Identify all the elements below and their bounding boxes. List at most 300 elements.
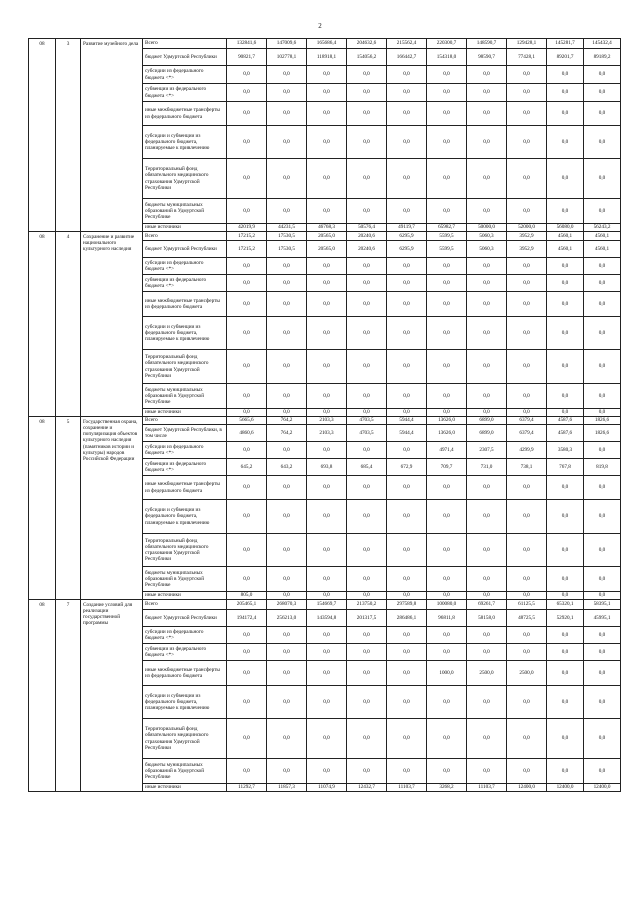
value-cell: 201317,5 [347, 610, 387, 627]
value-cell: 0,0 [307, 350, 347, 384]
row-label: иные межбюджетные трансферты из федерального бюджета [143, 102, 227, 126]
value-cell: 0,0 [547, 661, 584, 686]
value-cell: 52920,1 [547, 610, 584, 627]
value-cell: 0,0 [507, 567, 547, 592]
row-label: бюджет Удмуртской Республики [143, 49, 227, 66]
value-cell: 0,0 [387, 661, 427, 686]
value-cell: 154056,2 [347, 49, 387, 66]
value-cell: 0,0 [584, 442, 621, 459]
value-cell: 3268,2 [427, 784, 467, 792]
value-cell: 0,0 [267, 534, 307, 567]
value-cell: 65982,7 [427, 224, 467, 232]
value-cell: 0,0 [347, 534, 387, 567]
value-cell: 2500,0 [507, 661, 547, 686]
value-cell: 4299,9 [507, 442, 547, 459]
value-cell: 0,0 [467, 275, 507, 292]
value-cell: 0,0 [547, 66, 584, 84]
value-cell: 42019,9 [227, 224, 267, 232]
value-cell: 268070,3 [267, 600, 307, 610]
value-cell: 12432,7 [347, 784, 387, 792]
value-cell: 0,0 [427, 627, 467, 644]
value-cell: 672,9 [387, 459, 427, 476]
value-cell: 0,0 [507, 159, 547, 199]
value-cell: 0,0 [227, 258, 267, 275]
value-cell: 0,0 [267, 159, 307, 199]
value-cell: 0,0 [307, 84, 347, 102]
value-cell: 0,0 [584, 317, 621, 350]
value-cell: 0,0 [584, 84, 621, 102]
value-cell: 0,0 [427, 500, 467, 534]
value-cell: 1000,0 [427, 661, 467, 686]
value-cell: 0,0 [427, 409, 467, 417]
row-label: иные межбюджетные трансферты из федерального бюджета [143, 292, 227, 317]
value-cell: 0,0 [584, 409, 621, 417]
value-cell: 2103,3 [307, 425, 347, 442]
value-cell: 0,0 [507, 350, 547, 384]
value-cell: 0,0 [227, 199, 267, 224]
value-cell: 0,0 [267, 258, 307, 275]
value-cell: 0,0 [584, 592, 621, 600]
value-cell: 0,0 [507, 199, 547, 224]
value-cell: 0,0 [507, 627, 547, 644]
value-cell: 129428,1 [507, 39, 547, 49]
value-cell: 0,0 [584, 102, 621, 126]
value-cell: 0,0 [467, 292, 507, 317]
value-cell: 0,0 [307, 159, 347, 199]
value-cell: 0,0 [547, 126, 584, 159]
value-cell: 0,0 [227, 719, 267, 759]
value-cell: 0,0 [267, 759, 307, 784]
value-cell: 0,0 [347, 159, 387, 199]
value-cell: 0,0 [267, 275, 307, 292]
value-cell: 0,0 [584, 258, 621, 275]
value-cell: 0,0 [267, 644, 307, 661]
value-cell: 0,0 [507, 258, 547, 275]
table-row [29, 600, 621, 610]
value-cell: 58395,1 [584, 600, 621, 610]
value-cell: 685,4 [347, 459, 387, 476]
value-cell: 20240,6 [347, 232, 387, 241]
value-cell: 6379,4 [507, 417, 547, 425]
value-cell: 194172,4 [227, 610, 267, 627]
value-cell: 3952,9 [507, 241, 547, 258]
value-cell: 4560,1 [547, 241, 584, 258]
value-cell: 0,0 [427, 719, 467, 759]
row-label: субвенции из федерального бюджета <*> [143, 644, 227, 661]
value-cell: 0,0 [307, 384, 347, 409]
row-label: бюджеты муниципальных образований в Удмуртской Республике [143, 199, 227, 224]
value-cell: 0,0 [467, 258, 507, 275]
value-cell: 5944,4 [387, 417, 427, 425]
value-cell: 204632,6 [347, 39, 387, 49]
value-cell: 0,0 [347, 126, 387, 159]
table-row [29, 417, 621, 425]
value-cell: 0,0 [267, 442, 307, 459]
value-cell: 0,0 [387, 759, 427, 784]
row-label: субсидии из федерального бюджета <*> [143, 442, 227, 459]
value-cell: 0,0 [267, 661, 307, 686]
value-cell: 0,0 [547, 102, 584, 126]
value-cell: 6295,9 [387, 241, 427, 258]
value-cell: 100080,0 [427, 600, 467, 610]
value-cell: 0,0 [347, 644, 387, 661]
value-cell: 0,0 [227, 66, 267, 84]
value-cell: 0,0 [227, 409, 267, 417]
value-cell: 0,0 [387, 686, 427, 719]
value-cell: 145281,7 [547, 39, 584, 49]
value-cell: 12400,0 [584, 784, 621, 792]
value-cell: 0,0 [584, 719, 621, 759]
row-label: субсидии и субвенции из федерального бюджета, планируемые к привлечению [143, 500, 227, 534]
value-cell: 0,0 [387, 66, 427, 84]
value-cell: 0,0 [227, 759, 267, 784]
value-cell: 4560,1 [584, 241, 621, 258]
value-cell: 0,0 [507, 384, 547, 409]
page-number: 2 [318, 22, 322, 30]
value-cell: 56243,2 [584, 224, 621, 232]
value-cell: 0,0 [427, 317, 467, 350]
value-cell: 147009,6 [267, 39, 307, 49]
value-cell: 0,0 [467, 644, 507, 661]
value-cell: 0,0 [387, 350, 427, 384]
value-cell: 0,0 [347, 84, 387, 102]
value-cell: 0,0 [467, 317, 507, 350]
row-label: субсидии и субвенции из федерального бюджета, планируемые к привлечению [143, 317, 227, 350]
value-cell: 764,2 [267, 425, 307, 442]
value-cell: 0,0 [227, 84, 267, 102]
value-cell: 0,0 [547, 409, 584, 417]
value-cell: 165686,4 [307, 39, 347, 49]
row-label: субсидии из федерального бюджета <*> [143, 627, 227, 644]
value-cell: 0,0 [387, 159, 427, 199]
value-cell: 0,0 [267, 592, 307, 600]
value-cell: 0,0 [347, 627, 387, 644]
value-cell: 0,0 [584, 500, 621, 534]
value-cell: 0,0 [307, 661, 347, 686]
value-cell: 0,0 [307, 759, 347, 784]
value-cell: 46768,3 [307, 224, 347, 232]
value-cell: 4587,6 [547, 417, 584, 425]
value-cell: 764,2 [267, 417, 307, 425]
value-cell: 0,0 [307, 292, 347, 317]
value-cell: 0,0 [507, 275, 547, 292]
value-cell: 0,0 [467, 759, 507, 784]
row-label: иные источники [143, 409, 227, 417]
value-cell: 0,0 [427, 275, 467, 292]
value-cell: 11103,7 [387, 784, 427, 792]
row-label: субсидии из федерального бюджета <*> [143, 66, 227, 84]
value-cell: 5665,6 [227, 417, 267, 425]
value-cell: 0,0 [467, 384, 507, 409]
value-cell: 1826,6 [584, 425, 621, 442]
value-cell: 48725,5 [507, 610, 547, 627]
value-cell: 0,0 [507, 534, 547, 567]
row-label: Всего [143, 417, 227, 425]
value-cell: 0,0 [427, 567, 467, 592]
value-cell: 52000,0 [507, 224, 547, 232]
value-cell: 11292,7 [227, 784, 267, 792]
value-cell: 0,0 [387, 258, 427, 275]
value-cell: 118918,1 [307, 49, 347, 66]
value-cell: 0,0 [347, 275, 387, 292]
value-cell: 0,0 [467, 126, 507, 159]
value-cell: 731,0 [467, 459, 507, 476]
section-code-2: 4 [56, 232, 81, 417]
value-cell: 98590,7 [467, 49, 507, 66]
value-cell: 0,0 [584, 350, 621, 384]
value-cell: 0,0 [467, 102, 507, 126]
value-cell: 0,0 [467, 159, 507, 199]
row-label: субвенции из федерального бюджета <*> [143, 459, 227, 476]
table-row [29, 232, 621, 241]
value-cell: 0,0 [307, 317, 347, 350]
value-cell: 5599,5 [427, 232, 467, 241]
row-label: иные источники [143, 224, 227, 232]
value-cell: 0,0 [307, 126, 347, 159]
value-cell: 89201,7 [547, 49, 584, 66]
value-cell: 0,0 [427, 66, 467, 84]
row-label: субвенции из федерального бюджета <*> [143, 275, 227, 292]
value-cell: 0,0 [227, 275, 267, 292]
value-cell: 17530,5 [267, 232, 307, 241]
value-cell: 0,0 [227, 644, 267, 661]
value-cell: 0,0 [427, 534, 467, 567]
value-cell: 0,0 [584, 66, 621, 84]
value-cell: 5060,3 [467, 241, 507, 258]
value-cell: 0,0 [307, 644, 347, 661]
value-cell: 11103,7 [467, 784, 507, 792]
row-label: бюджет Удмуртской Республики, в том числе [143, 425, 227, 442]
value-cell: 77428,1 [507, 49, 547, 66]
value-cell: 0,0 [547, 686, 584, 719]
value-cell: 0,0 [267, 199, 307, 224]
value-cell: 693,8 [307, 459, 347, 476]
value-cell: 4560,1 [584, 232, 621, 241]
value-cell: 0,0 [387, 442, 427, 459]
value-cell: 0,0 [227, 500, 267, 534]
section-code-2: 7 [56, 600, 81, 792]
value-cell: 6379,4 [507, 425, 547, 442]
row-label: Всего [143, 600, 227, 610]
value-cell: 0,0 [347, 592, 387, 600]
value-cell: 89189,2 [584, 49, 621, 66]
value-cell: 819,8 [584, 459, 621, 476]
value-cell: 286486,1 [387, 610, 427, 627]
value-cell: 0,0 [467, 534, 507, 567]
value-cell: 17530,5 [267, 241, 307, 258]
value-cell: 3580,3 [547, 442, 584, 459]
budget-table [28, 38, 621, 792]
value-cell: 0,0 [427, 476, 467, 500]
value-cell: 213750,2 [347, 600, 387, 610]
value-cell: 0,0 [227, 126, 267, 159]
value-cell: 0,0 [267, 409, 307, 417]
value-cell: 645,2 [227, 459, 267, 476]
value-cell: 0,0 [227, 317, 267, 350]
value-cell: 805,0 [227, 592, 267, 600]
value-cell: 0,0 [387, 199, 427, 224]
value-cell: 0,0 [427, 159, 467, 199]
value-cell: 0,0 [267, 686, 307, 719]
value-cell: 6899,0 [467, 417, 507, 425]
row-label: бюджет Удмуртской Республики [143, 241, 227, 258]
value-cell: 0,0 [387, 409, 427, 417]
value-cell: 0,0 [467, 350, 507, 384]
value-cell: 0,0 [547, 275, 584, 292]
value-cell: 0,0 [547, 159, 584, 199]
value-cell: 0,0 [584, 275, 621, 292]
value-cell: 0,0 [267, 476, 307, 500]
value-cell: 0,0 [227, 567, 267, 592]
value-cell: 0,0 [307, 409, 347, 417]
value-cell: 0,0 [347, 567, 387, 592]
value-cell: 0,0 [307, 534, 347, 567]
value-cell: 0,0 [584, 159, 621, 199]
value-cell: 0,0 [584, 534, 621, 567]
row-label: Территориальный фонд обязательного медицинского страхования Удмуртской Республики [143, 534, 227, 567]
value-cell: 0,0 [547, 719, 584, 759]
value-cell: 215562,4 [387, 39, 427, 49]
value-cell: 0,0 [427, 84, 467, 102]
value-cell: 0,0 [227, 442, 267, 459]
value-cell: 0,0 [507, 500, 547, 534]
value-cell: 0,0 [427, 102, 467, 126]
section-name: Государственная охрана, сохранение и популяризация объектов культурного наследия (памятников истории и культуры) народов Российской Федерации [81, 417, 143, 600]
value-cell: 220300,7 [427, 39, 467, 49]
value-cell: 0,0 [427, 759, 467, 784]
value-cell: 0,0 [427, 199, 467, 224]
value-cell: 4971,4 [427, 442, 467, 459]
value-cell: 0,0 [387, 644, 427, 661]
row-label: бюджет Удмуртской Республики [143, 610, 227, 627]
value-cell: 0,0 [267, 627, 307, 644]
section-name: Создание условий для реализации государственной программы [81, 600, 143, 792]
value-cell: 61125,5 [507, 600, 547, 610]
value-cell: 0,0 [547, 317, 584, 350]
value-cell: 0,0 [307, 442, 347, 459]
value-cell: 4587,6 [547, 425, 584, 442]
value-cell: 0,0 [267, 66, 307, 84]
value-cell: 166442,7 [387, 49, 427, 66]
value-cell: 17215,2 [227, 232, 267, 241]
value-cell: 0,0 [547, 592, 584, 600]
value-cell: 0,0 [347, 66, 387, 84]
value-cell: 56080,0 [547, 224, 584, 232]
value-cell: 0,0 [427, 384, 467, 409]
section-code-1: 08 [29, 39, 56, 232]
value-cell: 0,0 [307, 719, 347, 759]
value-cell: 0,0 [507, 66, 547, 84]
value-cell: 738,1 [507, 459, 547, 476]
value-cell: 6899,0 [467, 425, 507, 442]
value-cell: 90821,7 [227, 49, 267, 66]
value-cell: 0,0 [307, 592, 347, 600]
section-code-1: 08 [29, 600, 56, 792]
value-cell: 0,0 [347, 409, 387, 417]
value-cell: 0,0 [467, 409, 507, 417]
value-cell: 20565,0 [307, 241, 347, 258]
value-cell: 0,0 [507, 476, 547, 500]
value-cell: 0,0 [584, 686, 621, 719]
value-cell: 0,0 [387, 292, 427, 317]
value-cell: 96811,8 [427, 610, 467, 627]
value-cell: 0,0 [547, 84, 584, 102]
value-cell: 709,7 [427, 459, 467, 476]
value-cell: 0,0 [267, 500, 307, 534]
row-label: бюджеты муниципальных образований в Удмуртской Республике [143, 567, 227, 592]
value-cell: 11074,9 [307, 784, 347, 792]
value-cell: 0,0 [467, 199, 507, 224]
value-cell: 0,0 [347, 350, 387, 384]
section-name: Развитие музейного дела [81, 39, 143, 232]
value-cell: 58158,0 [467, 610, 507, 627]
value-cell: 11857,3 [267, 784, 307, 792]
row-label: субсидии и субвенции из федерального бюджета, планируемые к привлечению [143, 126, 227, 159]
value-cell: 0,0 [347, 258, 387, 275]
value-cell: 0,0 [387, 384, 427, 409]
value-cell: 0,0 [387, 534, 427, 567]
value-cell: 2500,0 [467, 661, 507, 686]
value-cell: 102778,1 [267, 49, 307, 66]
row-label: субвенции из федерального бюджета <*> [143, 84, 227, 102]
value-cell: 44231,5 [267, 224, 307, 232]
value-cell: 0,0 [347, 199, 387, 224]
value-cell: 3952,9 [507, 232, 547, 241]
value-cell: 0,0 [307, 567, 347, 592]
value-cell: 0,0 [467, 719, 507, 759]
value-cell: 0,0 [427, 292, 467, 317]
value-cell: 0,0 [267, 84, 307, 102]
value-cell: 0,0 [227, 159, 267, 199]
table-row [29, 39, 621, 49]
value-cell: 0,0 [347, 476, 387, 500]
value-cell: 0,0 [387, 719, 427, 759]
value-cell: 0,0 [347, 719, 387, 759]
value-cell: 0,0 [584, 292, 621, 317]
value-cell: 12400,0 [507, 784, 547, 792]
value-cell: 0,0 [427, 258, 467, 275]
value-cell: 0,0 [307, 686, 347, 719]
value-cell: 0,0 [547, 199, 584, 224]
value-cell: 12400,0 [547, 784, 584, 792]
value-cell: 0,0 [347, 500, 387, 534]
value-cell: 4560,1 [547, 232, 584, 241]
value-cell: 0,0 [347, 317, 387, 350]
value-cell: 0,0 [507, 719, 547, 759]
value-cell: 0,0 [307, 476, 347, 500]
row-label: субсидии и субвенции из федерального бюджета, планируемые к привлечению [143, 686, 227, 719]
row-label: Всего [143, 39, 227, 49]
value-cell: 0,0 [267, 317, 307, 350]
value-cell: 0,0 [307, 500, 347, 534]
value-cell: 0,0 [547, 759, 584, 784]
value-cell: 132841,6 [227, 39, 267, 49]
value-cell: 148590,7 [467, 39, 507, 49]
row-label: субсидии из федерального бюджета <*> [143, 258, 227, 275]
value-cell: 154669,7 [307, 600, 347, 610]
value-cell: 0,0 [227, 350, 267, 384]
value-cell: 0,0 [507, 759, 547, 784]
value-cell: 297589,8 [387, 600, 427, 610]
value-cell: 0,0 [547, 258, 584, 275]
value-cell: 0,0 [467, 627, 507, 644]
value-cell: 143594,8 [307, 610, 347, 627]
value-cell: 0,0 [584, 199, 621, 224]
value-cell: 0,0 [467, 592, 507, 600]
value-cell: 2103,3 [307, 417, 347, 425]
value-cell: 0,0 [267, 567, 307, 592]
value-cell: 0,0 [547, 567, 584, 592]
